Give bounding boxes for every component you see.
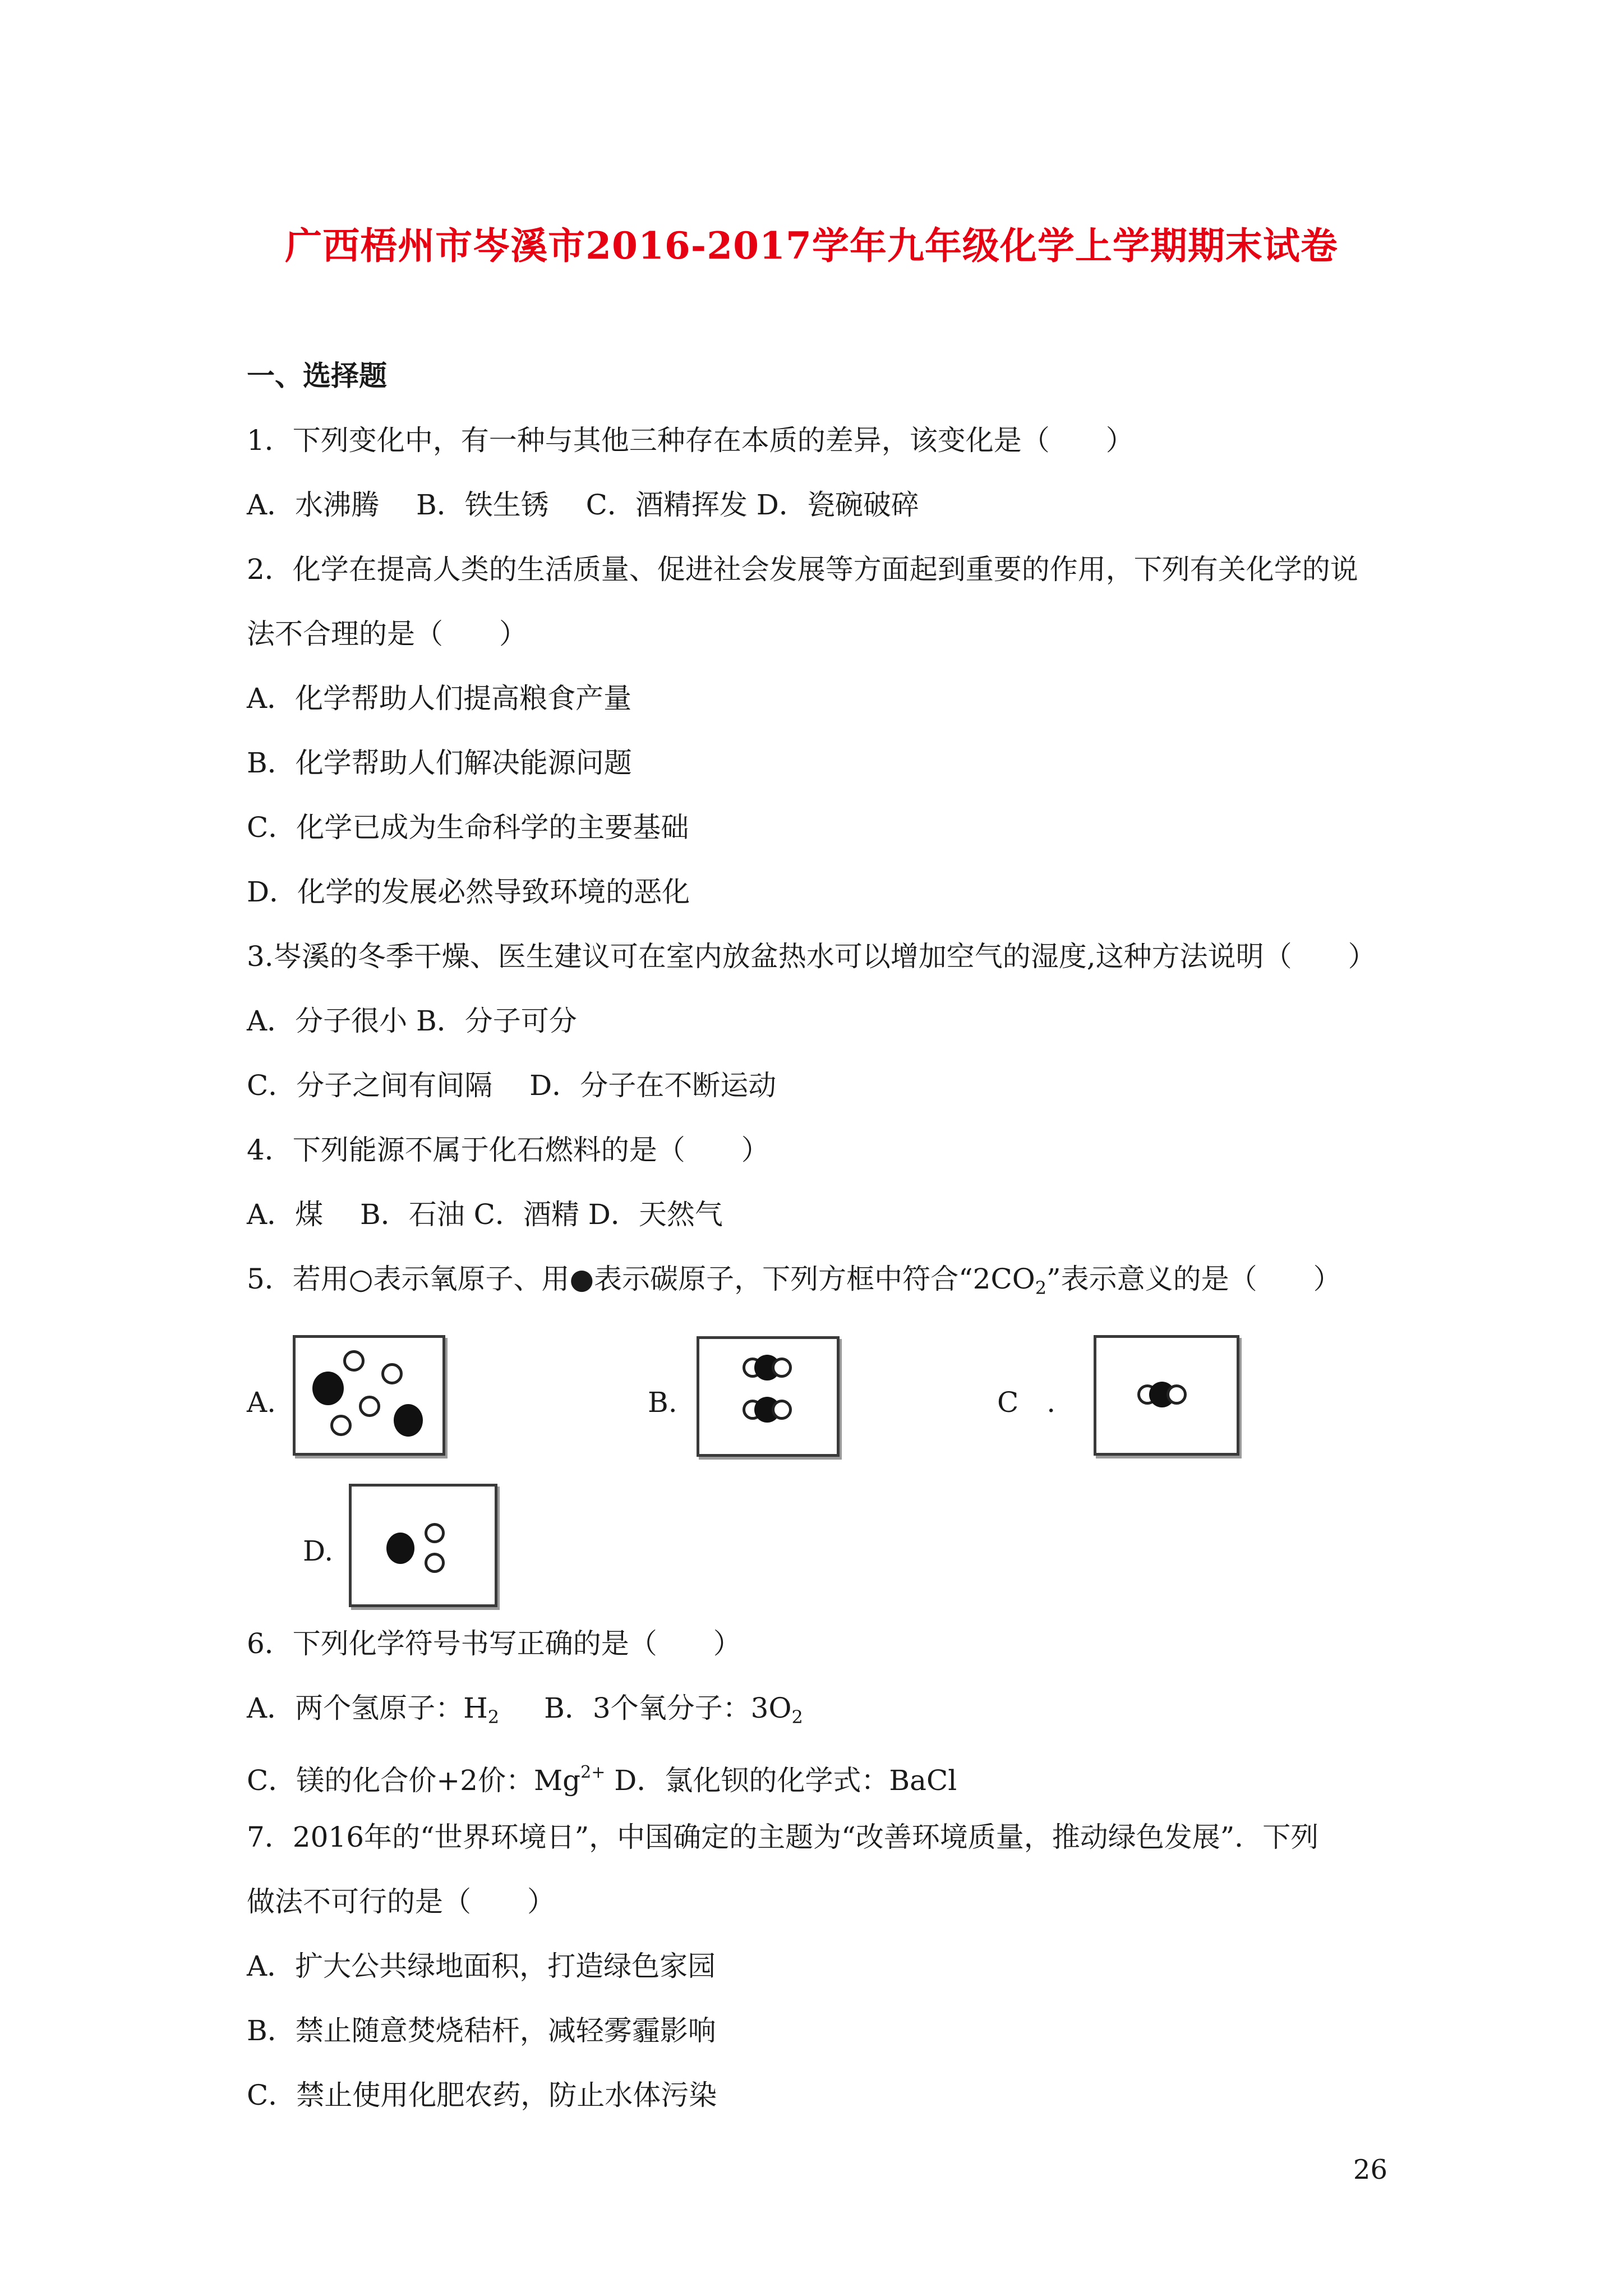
question-6-option-d: D．氯化钡的化学式：BaCl — [605, 1764, 957, 1797]
question-2-option-b: B．化学帮助人们解决能源问题 — [247, 747, 632, 779]
oxygen-atom — [425, 1553, 445, 1573]
question-3-options-cd: C．分子之间有间隔 D．分子在不断运动 — [247, 1069, 777, 1102]
question-2-option-d: D．化学的发展必然导致环境的恶化 — [247, 876, 690, 908]
option-a-label: A. — [247, 1386, 276, 1419]
option-c-diagram — [1094, 1335, 1239, 1456]
question-5-stem-post: ”表示意义的是（ ） — [1046, 1263, 1341, 1295]
question-5-stem-pre: 5．若用○表示氧原子、用●表示碳原子，下列方框中符合“2CO — [247, 1263, 1035, 1295]
question-3-stem: 3.岑溪的冬季干燥、医生建议可在室内放盆热水可以增加空气的湿度,这种方法说明（ ） — [247, 940, 1376, 973]
question-7-option-c: C．禁止使用化肥农药，防止水体污染 — [247, 2079, 717, 2111]
exam-title: 广西梧州市岑溪市2016-2017学年九年级化学上学期期末试卷 — [285, 224, 1338, 268]
oxygen-atom — [381, 1363, 403, 1384]
question-6-option-b: B．3个氧分子：3O — [544, 1692, 792, 1724]
section-heading: 一、选择题 — [247, 359, 387, 392]
option-a-diagram — [293, 1335, 445, 1456]
option-d-label: D. — [303, 1535, 334, 1567]
oxygen-atom — [1166, 1384, 1187, 1405]
option-b-label: B. — [648, 1386, 677, 1419]
question-6-stem: 6．下列化学符号书写正确的是（ ） — [247, 1627, 741, 1660]
oxygen-atom — [330, 1415, 352, 1436]
option-b-diagram — [697, 1336, 840, 1457]
question-7-option-b: B．禁止随意焚烧秸杆，减轻雾霾影响 — [247, 2014, 716, 2047]
question-7-stem-line1: 7．2016年的“世界环境日”，中国确定的主题为“改善环境质量，推动绿色发展”．下列 — [247, 1821, 1319, 1853]
question-5-stem — [247, 1262, 1341, 1305]
question-6-option-b-subscript: 2 — [791, 1706, 803, 1728]
question-5-stem-subscript: 2 — [1035, 1277, 1047, 1299]
oxygen-atom — [425, 1523, 445, 1543]
option-d-diagram — [349, 1484, 497, 1607]
oxygen-atom — [772, 1400, 792, 1420]
oxygen-atom — [343, 1350, 365, 1372]
question-6-option-c-superscript: 2+ — [580, 1763, 606, 1782]
question-2-option-c: C．化学已成为生命科学的主要基础 — [247, 811, 689, 844]
oxygen-atom — [772, 1358, 792, 1378]
question-2-stem-line2: 法不合理的是（ ） — [247, 618, 527, 650]
carbon-atom — [394, 1404, 423, 1437]
question-6-option-c: C．镁的化合价+2价：Mg — [247, 1764, 581, 1797]
question-2-stem-line1: 2．化学在提高人类的生活质量、促进社会发展等方面起到重要的作用，下列有关化学的说 — [247, 553, 1358, 586]
oxygen-atom — [359, 1396, 380, 1417]
question-1-options: A．水沸腾 B．铁生锈 C．酒精挥发 D．瓷碗破碎 — [247, 489, 919, 521]
carbon-atom — [312, 1372, 344, 1405]
carbon-atom — [386, 1533, 414, 1564]
question-6-options-cd — [247, 1756, 957, 1797]
question-1-stem: 1．下列变化中，有一种与其他三种存在本质的差异，该变化是（ ） — [247, 424, 1134, 457]
question-7-stem-line2: 做法不可行的是（ ） — [247, 1885, 555, 1918]
question-6-option-a: A．两个氢原子：H — [247, 1692, 488, 1724]
question-6-option-a-subscript: 2 — [487, 1706, 500, 1728]
question-2-option-a: A．化学帮助人们提高粮食产量 — [247, 682, 632, 715]
question-6-options-ab — [247, 1691, 803, 1734]
question-4-options: A．煤 B．石油 C．酒精 D．天然气 — [247, 1198, 723, 1231]
question-4-stem: 4．下列能源不属于化石燃料的是（ ） — [247, 1134, 769, 1166]
page-number: 26 — [1353, 2154, 1387, 2185]
option-c-label: C . — [997, 1386, 1056, 1419]
question-7-option-a: A．扩大公共绿地面积，打造绿色家园 — [247, 1950, 716, 1982]
question-3-options-ab: A．分子很小 B．分子可分 — [247, 1005, 577, 1037]
